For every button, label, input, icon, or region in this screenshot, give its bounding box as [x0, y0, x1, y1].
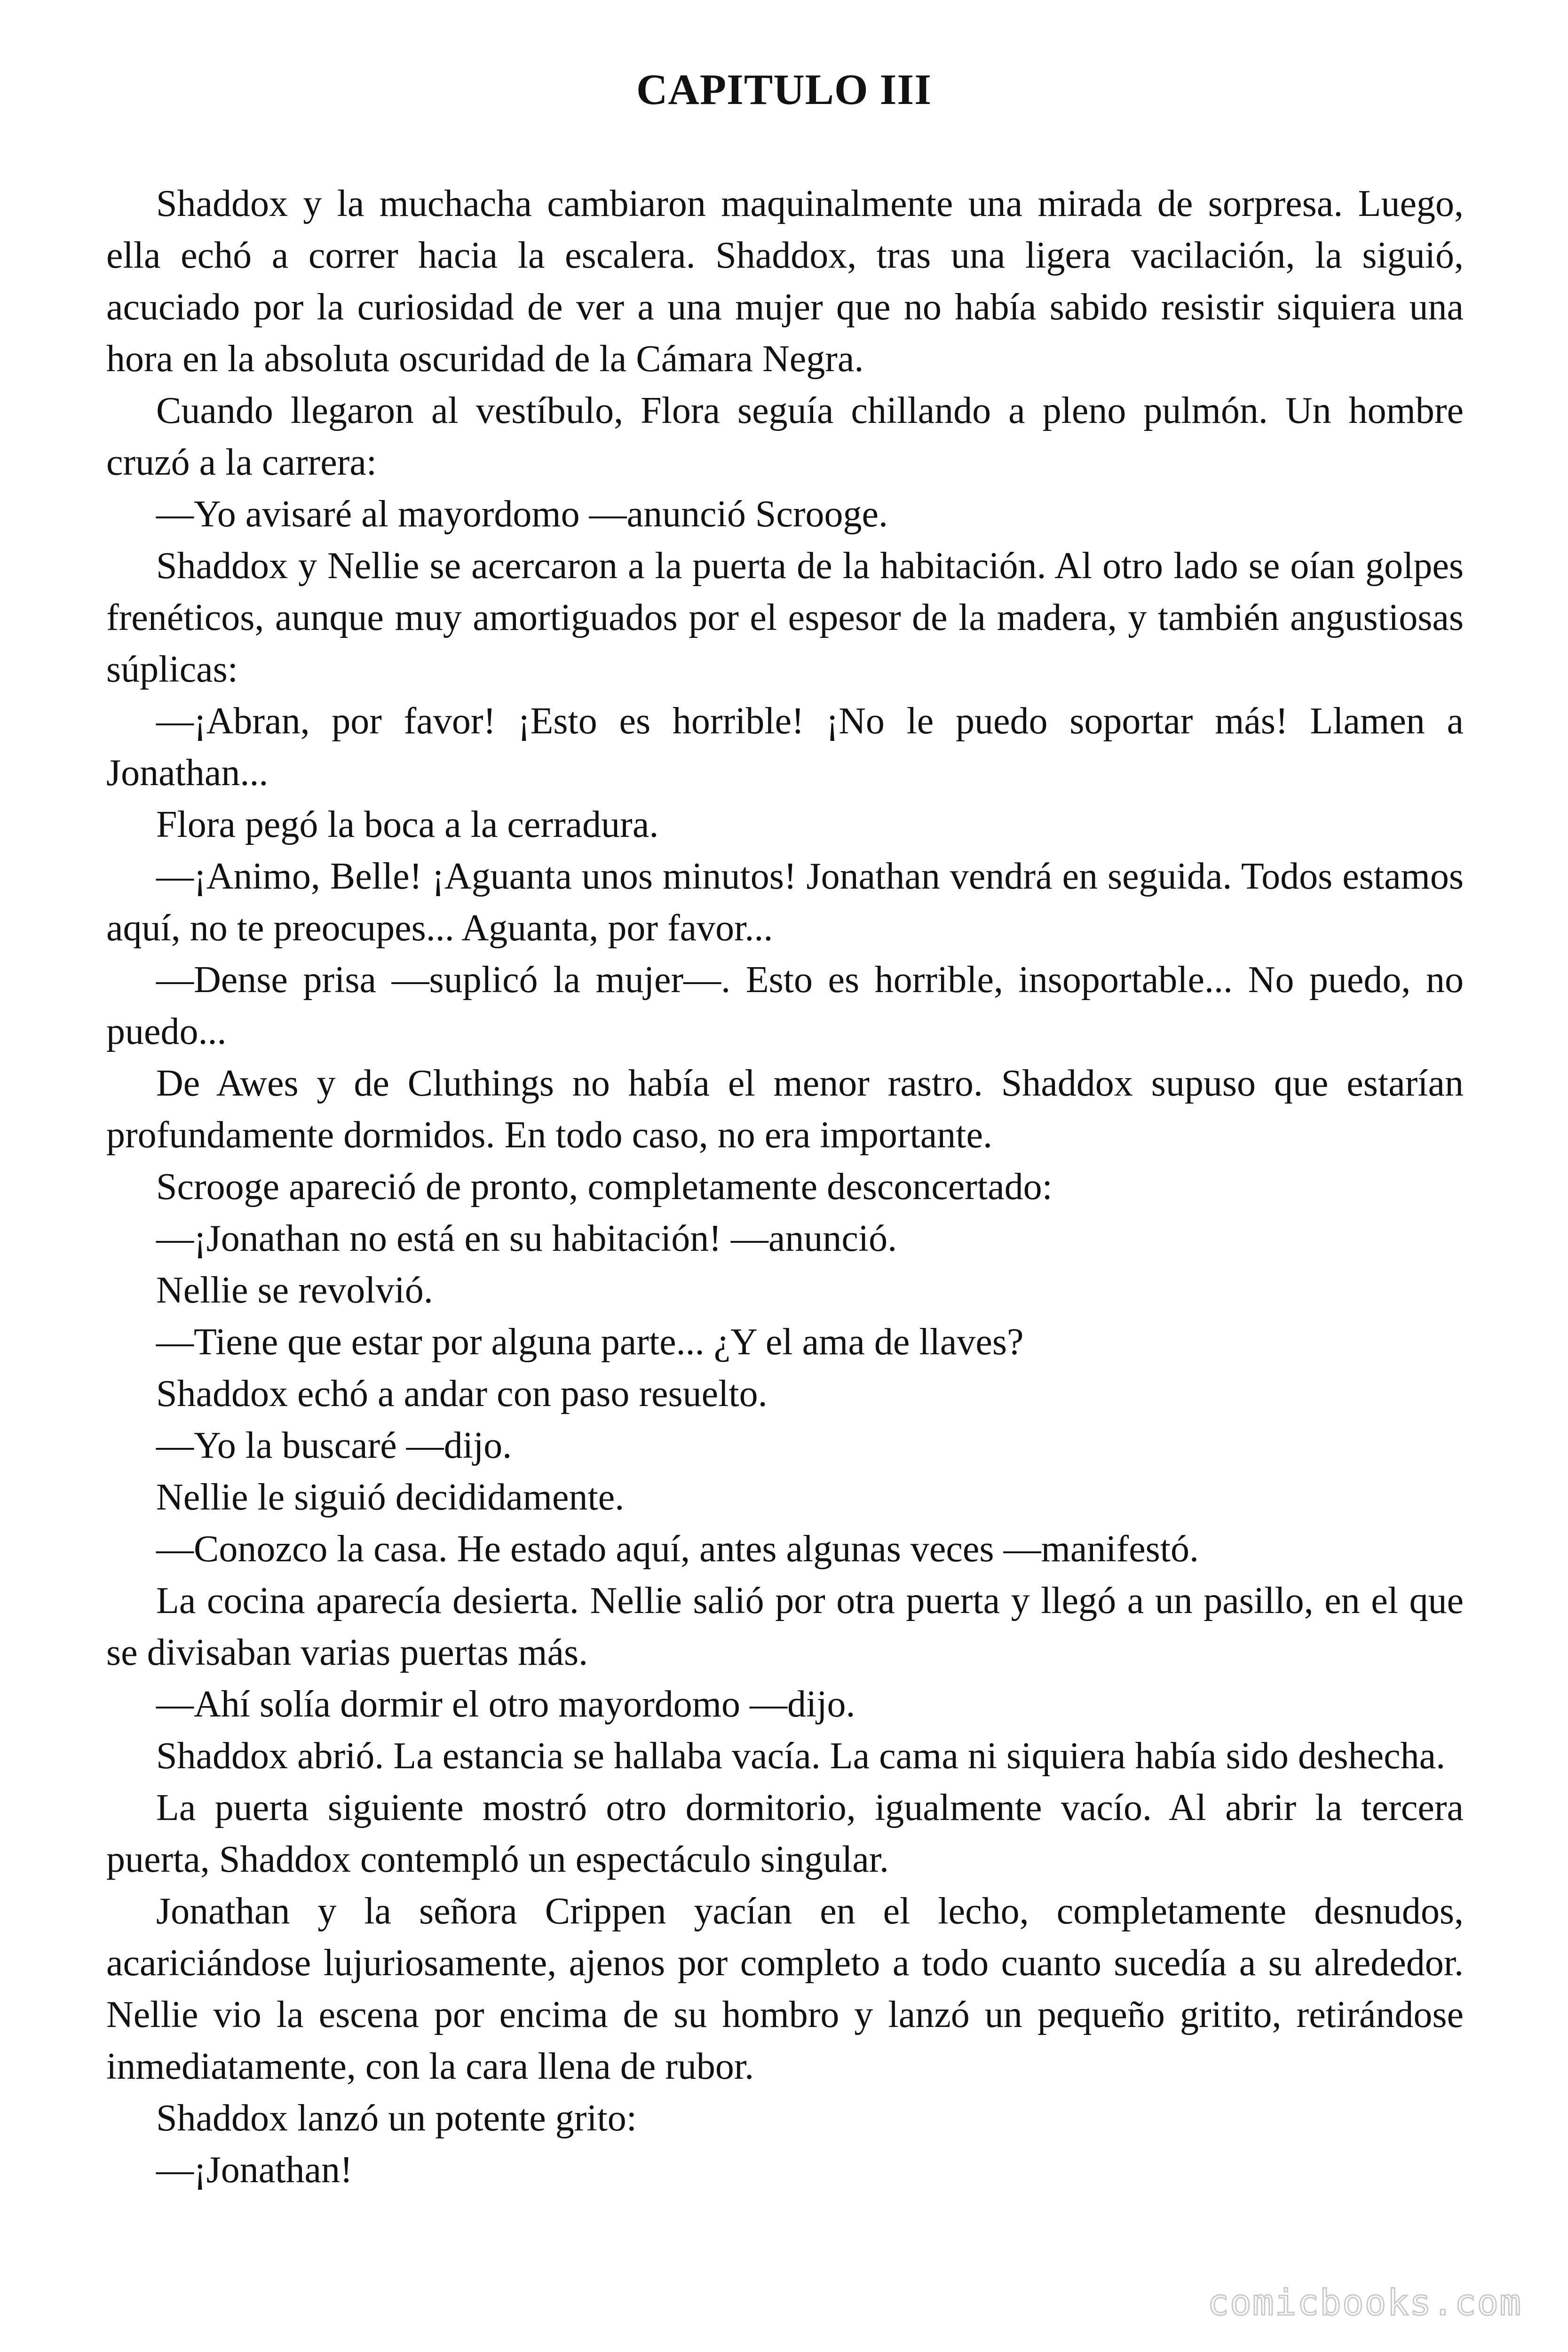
paragraph: Shaddox y Nellie se acercaron a la puerta de la habitación. Al otro lado se oían golpes frenéticos, aunque muy amortiguados por el espesor de la madera, y también angustiosas súplicas: [106, 545, 1464, 690]
paragraph: —Conozco la casa. He estado aquí, antes algunas veces —manifestó. [156, 1528, 1199, 1570]
chapter-title: CAPITULO III [636, 65, 932, 113]
paragraph: Shaddox echó a andar con paso resuelto. [156, 1373, 768, 1414]
paragraph: —Dense prisa —suplicó la mujer—. Esto es horrible, insoportable... No puedo, no puedo... [106, 959, 1464, 1052]
paragraph: Shaddox abrió. La estancia se hallaba vacía. La cama ni siquiera había sido deshecha. [156, 1735, 1446, 1777]
paragraph: —Yo la buscaré —dijo. [156, 1425, 512, 1466]
paragraph: Flora pegó la boca a la cerradura. [156, 804, 659, 845]
paragraph: —¡Abran, por favor! ¡Esto es horrible! ¡No le puedo soportar más! Llamen a Jonathan... [106, 700, 1464, 794]
paragraph: La cocina aparecía desierta. Nellie salió por otra puerta y llegó a un pasillo, en el que se divisaban varias puertas más. [106, 1580, 1464, 1673]
paragraph: —Ahí solía dormir el otro mayordomo —dijo. [156, 1684, 855, 1725]
paragraph: —Tiene que estar por alguna parte... ¿Y el ama de llaves? [156, 1321, 1024, 1363]
paragraph: —¡Animo, Belle! ¡Aguanta unos minutos! Jonathan vendrá en seguida. Todos estamos aquí, no te preocupes... Aguanta, por favor... [106, 856, 1464, 949]
body-text [106, 178, 1464, 2196]
paragraph: Jonathan y la señora Crippen yacían en el lecho, completamente desnudos, acariciándose lujuriosamente, ajenos por completo a todo cuanto sucedía a su alrededor. Nellie vio la escena por encima de su hombro y lanzó un pequeño gritito, retirándose inmediatamente, con la cara llena de rubor. [106, 1891, 1464, 2087]
paragraph: Shaddox y la muchacha cambiaron maquinalmente una mirada de sorpresa. Luego, ella echó a correr hacia la escalera. Shaddox, tras una ligera vacilación, la siguió, acuciado por la curiosidad de ver a una mujer que no había sabido resistir siquiera una hora en la absoluta oscuridad de la Cámara Negra. [106, 183, 1464, 380]
paragraph: Nellie se revolvió. [156, 1270, 433, 1311]
paragraph: De Awes y de Cluthings no había el menor rastro. Shaddox supuso que estarían profundamente dormidos. En todo caso, no era importante. [106, 1063, 1464, 1156]
paragraph: Cuando llegaron al vestíbulo, Flora seguía chillando a pleno pulmón. Un hombre cruzó a la carrera: [106, 390, 1464, 483]
paragraph: Scrooge apareció de pronto, completamente desconcertado: [156, 1166, 1053, 1208]
paragraph: —¡Jonathan! [156, 2149, 353, 2191]
paragraph: La puerta siguiente mostró otro dormitorio, igualmente vacío. Al abrir la tercera puerta, Shaddox contempló un espectáculo singular. [106, 1787, 1464, 1880]
paragraph: —¡Jonathan no está en su habitación! —anunció. [156, 1218, 897, 1259]
paragraph: Nellie le siguió decididamente. [156, 1477, 625, 1518]
watermark: comicbooks.com [1207, 2281, 1522, 2323]
paragraph: —Yo avisaré al mayordomo —anunció Scrooge. [156, 493, 888, 535]
paragraph: Shaddox lanzó un potente grito: [156, 2098, 637, 2139]
